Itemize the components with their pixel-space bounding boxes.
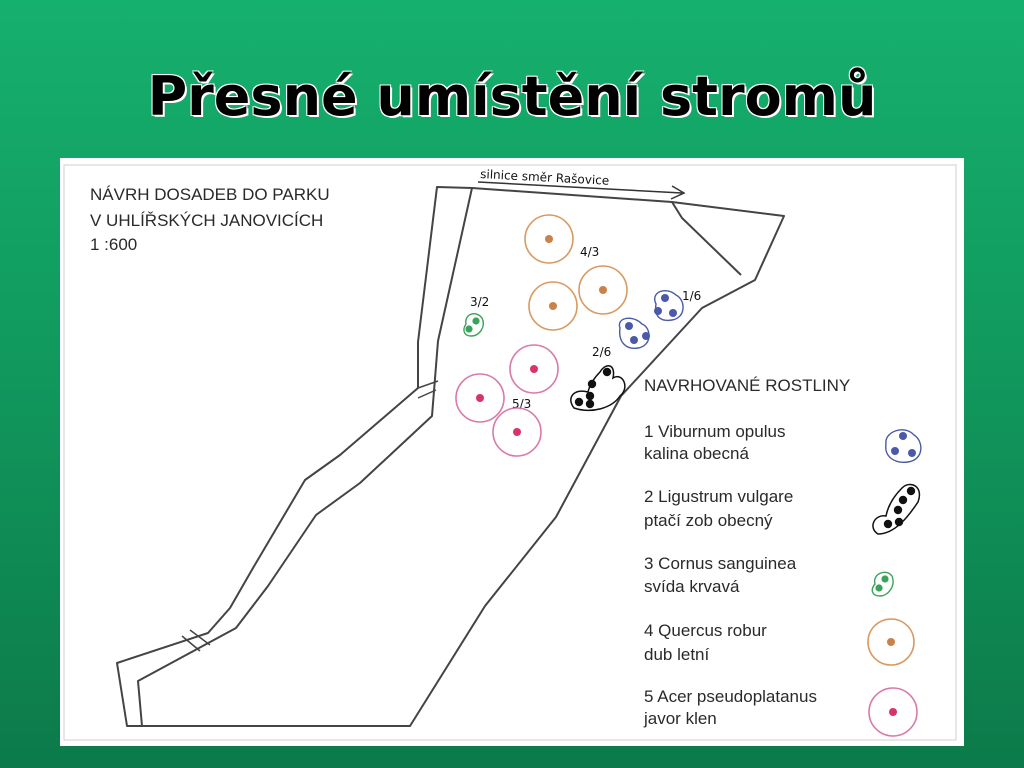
legend-item-4-line1: 4 Quercus robur [644, 621, 767, 640]
slide-title: Přesné umístění stromů [147, 65, 877, 128]
footbridge-marks [182, 381, 438, 651]
legend-item-2-line2: ptačí zob obecný [644, 511, 773, 530]
plot-label-5-3: 5/3 [512, 397, 532, 411]
plot-label-1-6: 1/6 [682, 289, 702, 303]
legend-item-4-line2: dub letní [644, 645, 710, 664]
cornus-symbol-icon [872, 572, 893, 596]
legend-item-3-line2: svída krvavá [644, 577, 740, 596]
plot-label-2-6: 2/6 [592, 345, 612, 359]
legend-item-5-line2: javor klen [644, 709, 717, 728]
legend-item-1-line2: kalina obecná [644, 444, 749, 463]
acer-tree-marks [456, 345, 558, 456]
park-plan-map [60, 158, 964, 746]
plan-heading-line2: V UHLÍŘSKÝCH JANOVICÍCH [90, 211, 324, 230]
legend-item-2-line1: 2 Ligustrum vulgare [644, 487, 794, 506]
plan-heading-line1: NÁVRH DOSADEB DO PARKU [90, 185, 330, 204]
plot-label-4-3: 4/3 [580, 245, 600, 259]
plot-label-3-2: 3/2 [470, 295, 490, 309]
quercus-tree-marks [525, 215, 627, 330]
cornus-cluster [464, 314, 483, 336]
viburnum-symbol-icon [886, 430, 921, 463]
legend-item-1-line1: 1 Viburnum opulus [644, 422, 786, 441]
viburnum-cluster-1 [654, 291, 683, 321]
legend-item-3-line1: 3 Cornus sanguinea [644, 554, 797, 573]
paper-border [64, 165, 956, 740]
viburnum-cluster-2 [619, 318, 650, 348]
road-inner-edge [672, 202, 741, 275]
park-inner-path [138, 188, 472, 726]
legend-title: NAVRHOVANÉ ROSTLINY [644, 376, 851, 395]
legend-item-5-line1: 5 Acer pseudoplatanus [644, 687, 817, 706]
ligustrum-symbol-icon [873, 484, 920, 534]
road-label: silnice směr Rašovice [479, 167, 610, 188]
acer-symbol-icon [869, 688, 917, 736]
park-plan-drawing [60, 158, 964, 746]
plan-scale: 1 :600 [90, 235, 138, 254]
quercus-symbol-icon [868, 619, 914, 665]
